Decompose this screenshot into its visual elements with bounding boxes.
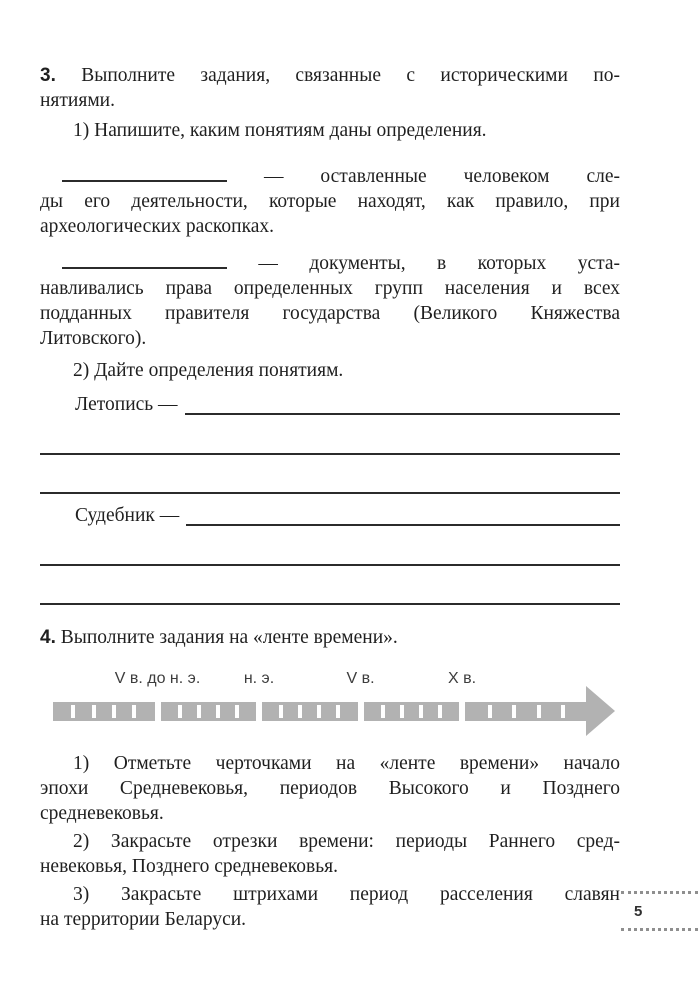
task3-subtask2: 2) Дайте определения понятиям. (73, 360, 344, 381)
answer-write-line[interactable] (40, 417, 620, 455)
timeline-label: X в. (447, 670, 477, 687)
task3-heading-line2: нятиями. (40, 90, 115, 111)
answer-blank-field[interactable] (62, 165, 227, 182)
task4-subtask1-line1: 1) Отметьте черточками на «ленте времени» начало (73, 753, 620, 774)
dotted-divider (621, 891, 698, 894)
timeline-tick (419, 705, 423, 718)
definition2-line3: подданных правителя государства (Великого Княжества (40, 303, 620, 324)
term-sudebnik-row (40, 503, 620, 528)
term-letopis-label: Летопись — (75, 394, 178, 415)
definition1-line2: ды его деятельности, которые находят, как правило, при (40, 191, 620, 212)
timeline-label: V в. до н. э. (114, 670, 201, 687)
timeline-tick (298, 705, 302, 718)
timeline-tick (279, 705, 283, 718)
task3-heading-line1 (40, 63, 620, 88)
timeline-tick (561, 705, 565, 718)
answer-write-line[interactable] (185, 392, 620, 415)
timeline-tick (235, 705, 239, 718)
task3-number: 3. (40, 65, 56, 86)
task3-heading-text: Выполните задания, связанные с историческими по- (81, 65, 621, 86)
page-number-block (621, 891, 698, 931)
term-sudebnik-label: Судебник — (75, 505, 180, 526)
term-letopis-row (40, 392, 620, 417)
answer-blank-field[interactable] (62, 252, 227, 269)
timeline-bar[interactable] (53, 702, 588, 721)
timeline-gap (358, 702, 364, 721)
task4-number: 4. (40, 627, 56, 648)
timeline-tick (112, 705, 116, 718)
timeline-tick (317, 705, 321, 718)
definition1-text: — оставленные человеком сле- (263, 166, 620, 187)
timeline-tick (537, 705, 541, 718)
definition1-line1 (40, 164, 620, 189)
answer-write-line[interactable] (40, 566, 620, 605)
timeline-tick (336, 705, 340, 718)
timeline (40, 658, 620, 738)
timeline-tick (178, 705, 182, 718)
dotted-divider (621, 928, 698, 931)
timeline-tick (438, 705, 442, 718)
timeline-gap (256, 702, 262, 721)
task4-subtask1-line2: эпохи Средневековья, периодов Высокого и Позднего (40, 778, 620, 799)
task4-subtask3-line1: 3) Закрасьте штрихами период расселения славян (73, 884, 620, 905)
timeline-tick (216, 705, 220, 718)
timeline-tick (400, 705, 404, 718)
timeline-tick (197, 705, 201, 718)
timeline-label: н. э. (243, 670, 275, 687)
definition2-line2: навливались права определенных групп населения и всех (40, 278, 620, 299)
task3-subtask1: 1) Напишите, каким понятиям даны определения. (73, 120, 487, 141)
task4-subtask1-line3: средневековья. (40, 803, 164, 824)
task4-heading-text: Выполните задания на «ленте времени». (60, 627, 398, 648)
timeline-tick (512, 705, 516, 718)
task4-heading-line (40, 625, 620, 650)
task4-subtask2-line2: невековья, Позднего средневековья. (40, 856, 338, 877)
task4-subtask3-line2: на территории Беларуси. (40, 909, 247, 930)
timeline-gap (459, 702, 465, 721)
page-number: 5 (634, 903, 643, 920)
task4-subtask2-line1: 2) Закрасьте отрезки времени: периоды Раннего сред- (73, 831, 620, 852)
definition2-text: — документы, в которых уста- (258, 253, 621, 274)
answer-write-line[interactable] (186, 503, 620, 526)
definition2-line1 (40, 251, 620, 276)
timeline-label: V в. (346, 670, 375, 687)
answer-write-line[interactable] (40, 455, 620, 494)
timeline-tick (92, 705, 96, 718)
timeline-arrowhead-icon (586, 686, 615, 736)
timeline-tick (381, 705, 385, 718)
definition1-line3: археологических раскопках. (40, 216, 275, 237)
timeline-tick (71, 705, 75, 718)
answer-write-line[interactable] (40, 528, 620, 566)
timeline-gap (155, 702, 161, 721)
timeline-tick (488, 705, 492, 718)
definition2-line4: Литовского). (40, 328, 147, 349)
timeline-tick (132, 705, 136, 718)
